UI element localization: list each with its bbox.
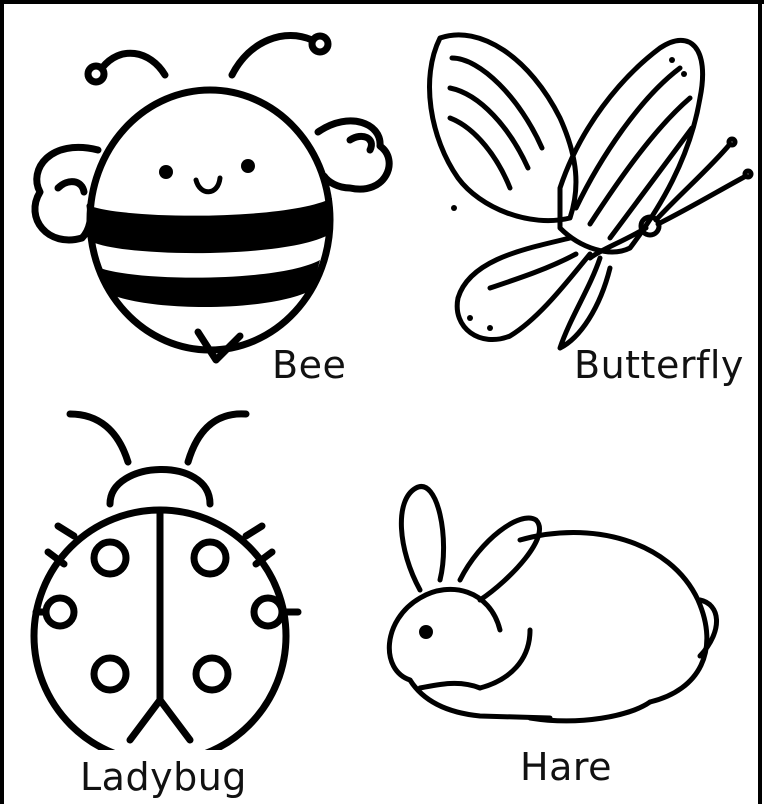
ladybug-icon — [18, 400, 318, 750]
bee-label: Bee — [272, 343, 347, 387]
butterfly-label: Butterfly — [574, 343, 744, 387]
ladybug-label: Ladybug — [80, 755, 247, 799]
hare-icon — [380, 480, 730, 730]
page-border-top — [0, 0, 764, 4]
hare-label: Hare — [520, 745, 613, 789]
butterfly-icon — [410, 18, 760, 358]
page-border-left — [0, 0, 4, 804]
bee-icon — [20, 20, 400, 370]
